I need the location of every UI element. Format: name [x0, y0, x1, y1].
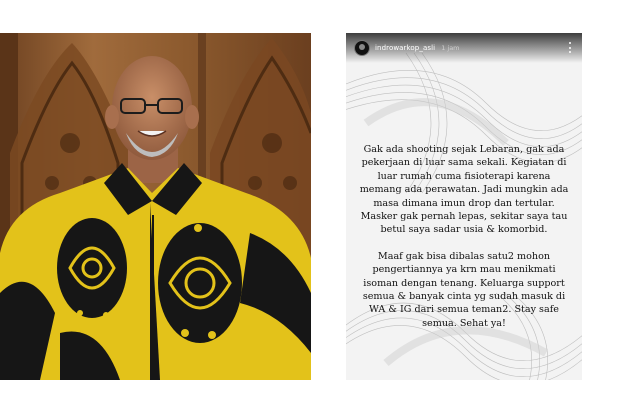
story-username[interactable]: indrowarkop_asli [375, 44, 436, 52]
caption-line: Masker gak pernah lepas, sekitar saya tau [360, 211, 568, 223]
caption-line: isoman dengan tenang. Keluarga support [363, 277, 565, 289]
caption-line: Maaf gak bisa dibalas satu2 mohon [377, 250, 551, 262]
caption-line: pekerjaan di luar sama sekali. Kegiatan di [361, 157, 567, 169]
caption-line: semua. Sehat ya! [422, 317, 506, 329]
story-caption [346, 143, 582, 330]
story-header [346, 33, 582, 63]
caption-line: Gak ada shooting sejak Lebaran, gak ada [363, 144, 565, 155]
caption-paragraph-2 [346, 250, 582, 330]
profile-avatar[interactable] [354, 40, 370, 56]
caption-line: betul saya sadar usia & komorbid. [380, 224, 548, 236]
caption-line: WA & IG dari semua teman2. Stay safe [369, 304, 559, 316]
caption-line: semua & banyak cinta yg sudah masuk di [362, 291, 566, 303]
caption-paragraph-1 [346, 143, 582, 237]
caption-line: pengertiannya ya krn mau menikmati [372, 264, 556, 276]
instagram-story [346, 33, 582, 380]
photo-illustration [0, 33, 311, 380]
person-photo [0, 33, 311, 380]
caption-line: masa dimana imun drop dan tertular. [373, 197, 555, 209]
story-timestamp: 1 jam [441, 44, 460, 52]
caption-line: memang ada perawatan. Jadi mungkin ada [359, 184, 569, 196]
caption-line: luar rumah cuma fisioterapi karena [377, 170, 551, 182]
more-vertical-icon[interactable] [569, 42, 572, 53]
